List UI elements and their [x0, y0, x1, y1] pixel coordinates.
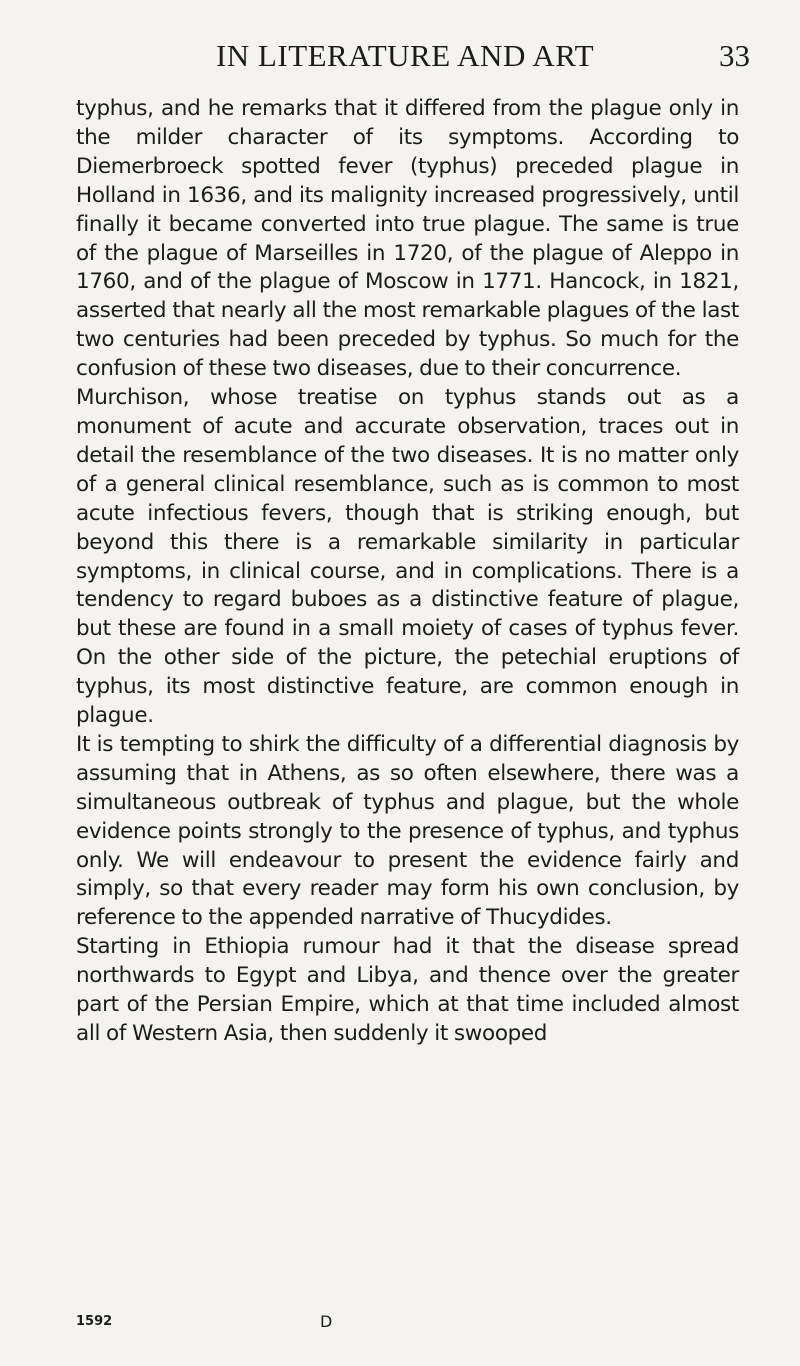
body-text — [76, 95, 739, 1049]
paragraph-3: It is tempting to shirk the difficulty of a differential diagnosis by assuming that in Athens, as so often elsewhere, there was a simultaneous outbreak of typhus and plague, but the whole evidence points strongly to the presence of typhus, and typhus only. We will endeavour to present the evidence fairly and simply, so that every reader may form his own conclusion, by reference to the appended narrative of Thucydides. — [76, 731, 739, 931]
signature-number: 1592 — [76, 1314, 113, 1329]
page-number: 33 — [719, 38, 750, 73]
paragraph-1: typhus, and he remarks that it differed from the plague only in the milder character of its symptoms. According to Diemerbroeck spotted fever (typhus) preceded plague in Holland in 1636, and its malignity increased progressively, until finally it became converted into true plague. The same is true of the plague of Marseilles in 1720, of the plague of Aleppo in 1760, and of the plague of Moscow in 1771. Hancock, in 1821, asserted that nearly all the most remarkable plagues of the last two centuries had been preceded by typhus. So much for the confusion of these two diseases, due to their concurrence. — [76, 96, 739, 382]
running-title: IN LITERATURE AND ART — [215, 38, 595, 73]
page-footer — [76, 1312, 739, 1332]
paragraph-4: Starting in Ethiopia rumour had it that the disease spread northwards to Egypt and Libya, and thence over the greater part of the Persian Empire, which at that time included almost all of Western Asia, then suddenly it swooped — [76, 934, 739, 1046]
signature-letter: D — [320, 1312, 333, 1331]
running-head — [70, 36, 750, 76]
paragraph-2: Murchison, whose treatise on typhus stands out as a monument of acute and accurate observation, traces out in detail the resemblance of the two diseases. It is no matter only of a general clinical resemblance, such as is common to most acute infectious fevers, though that is striking enough, but beyond this there is a remarkable similarity in particular symptoms, in clinical course, and in complications. There is a tendency to regard buboes as a distinctive feature of plague, but these are found in a small moiety of cases of typhus fever. On the other side of the picture, the petechial eruptions of typhus, its most distinctive feature, are common enough in plague. — [76, 385, 739, 729]
